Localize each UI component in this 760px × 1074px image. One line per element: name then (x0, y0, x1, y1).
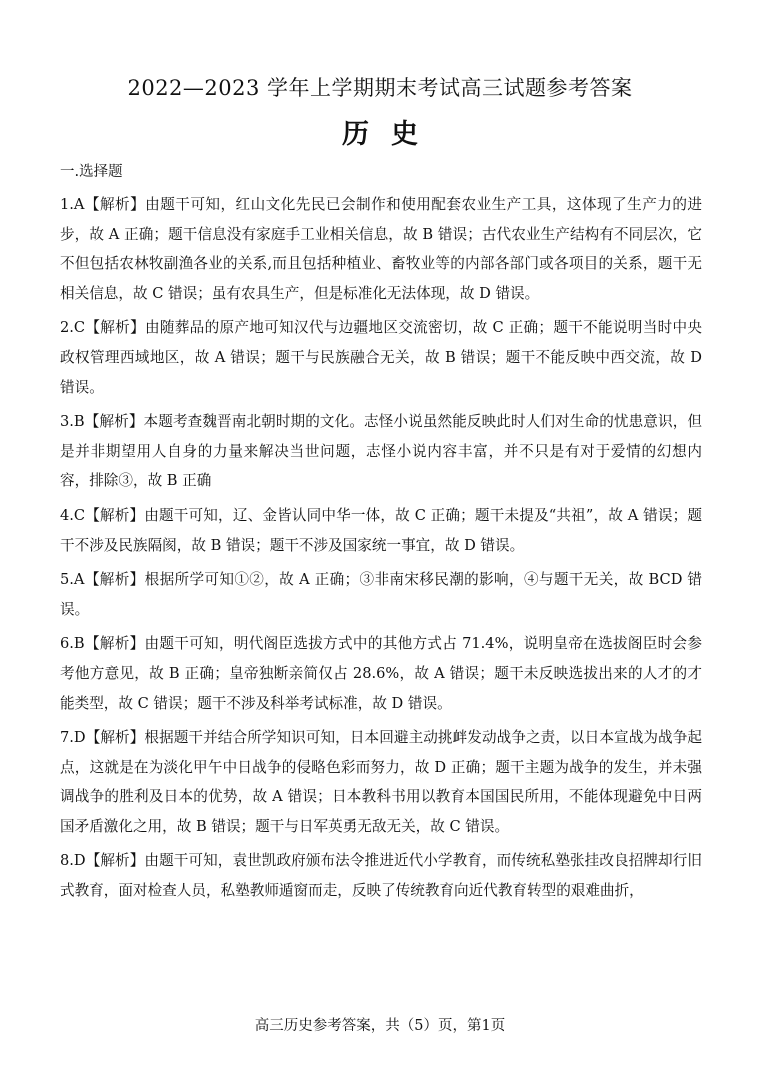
subject-heading: 历史 (342, 119, 440, 150)
answer-item-7: 7.D【解析】根据题干并结合所学知识可知，日本回避主动挑衅发动战争之责，以日本宣战为战争起点，这就是在为淡化甲午中日战争的侵略色彩而努力，故 D 正确；题干主题为战争的发生，并未强调战争的胜利及日本的优势，故 A 错误；日本教科书用以教育本国国民所用，不能体现避免中日两国矛盾激化之用，故 B 错误；题干与日军英勇无敌无关，故 C 错误。 (60, 729, 702, 835)
document-title: 2022—2023 学年上学期期末考试高三试题参考答案 (127, 76, 633, 100)
page-footer: 高三历史参考答案，共（5）页，第1页 (254, 1018, 506, 1034)
section-heading: 一.选择题 (60, 164, 123, 180)
answer-list (60, 190, 702, 911)
answer-item-1: 1.A【解析】由题干可知，红山文化先民已会制作和使用配套农业生产工具，这体现了生产力的进步，故 A 正确；题干信息没有家庭手工业相关信息，故 B 错误；古代农业生产结构有不同层次，它不但包括农林牧副渔各业的关系,而且包括种植业、畜牧业等的内部各部门或各项目的关系，题干无相关信息，故 C 错误；虽有农具生产，但是标准化无法体现，故 D 错误。 (60, 196, 702, 302)
answer-item-5: 5.A【解析】根据所学可知①②，故 A 正确；③非南宋移民潮的影响，④与题干无关，故 BCD 错误。 (60, 571, 702, 618)
answer-item-3: 3.B【解析】本题考查魏晋南北朝时期的文化。志怪小说虽然能反映此时人们对生命的忧患意识，但是并非期望用人自身的力量来解决当世问题，志怪小说内容丰富，并不只是有对于爱情的幻想内容，排除③，故 B 正确 (60, 413, 702, 490)
answer-item-2: 2.C【解析】由随葬品的原产地可知汉代与边疆地区交流密切，故 C 正确；题干不能说明当时中央政权管理西域地区，故 A 错误；题干与民族融合无关，故 B 错误；题干不能反映中西交流，故 D 错误。 (60, 319, 702, 396)
answer-item-8: 8.D【解析】由题干可知，袁世凯政府颁布法令推进近代小学教育，而传统私塾张挂改良招牌却行旧式教育，面对检查人员，私塾教师遁窗而走，反映了传统教育向近代教育转型的艰难曲折， (60, 852, 702, 900)
answer-item-6: 6.B【解析】由题干可知，明代阁臣选拔方式中的其他方式占 71.4%，说明皇帝在选拔阁臣时会参考他方意见，故 B 正确；皇帝独断亲简仅占 28.6%，故 A 错误；题干未反映选拔出来的人才的才能类型，故 C 错误；题干不涉及科举考试标准，故 D 错误。 (60, 635, 702, 712)
answer-item-4: 4.C【解析】由题干可知，辽、金皆认同中华一体，故 C 正确；题干未提及“共祖”，故 A 错误；题干不涉及民族隔阂，故 B 错误；题干不涉及国家统一事宜，故 D 错误。 (60, 506, 702, 554)
